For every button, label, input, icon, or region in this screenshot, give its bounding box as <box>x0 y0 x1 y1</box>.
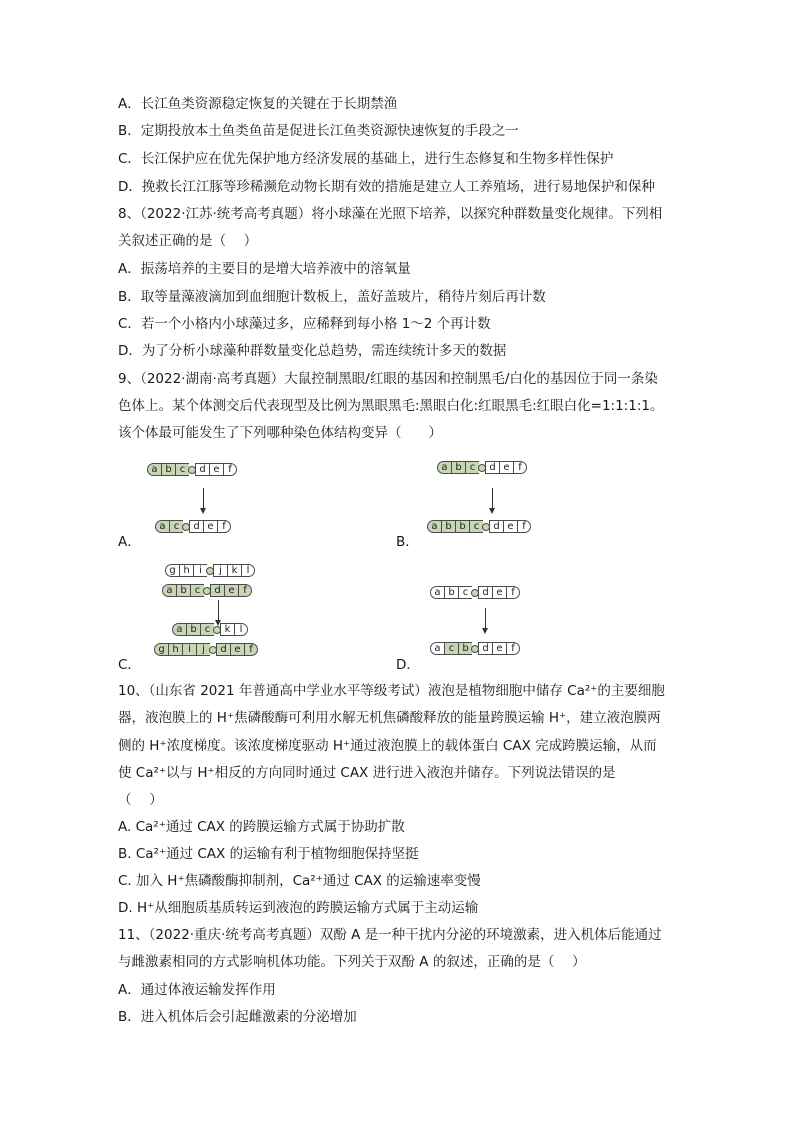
text-line: A. Ca²⁺通过 CAX 的跨膜运输方式属于协助扩散 <box>118 819 405 835</box>
gene-segment: b <box>444 586 458 599</box>
gene-segment: f <box>238 584 252 597</box>
gene-segment: e <box>503 520 517 533</box>
chromosome <box>437 461 527 474</box>
gene-segment: e <box>230 643 244 656</box>
arrow-d <box>485 608 486 630</box>
option-label-c: C． <box>118 657 141 673</box>
question-9-stem: 色体上。某个体测交后代表现型及比例为黑眼黑毛:黑眼白化:红眼黑毛:红眼白化=1:1:1:1。 <box>118 398 664 414</box>
arrow-b <box>492 488 493 510</box>
gene-segment: b <box>176 584 190 597</box>
gene-segment: l <box>234 623 248 636</box>
gene-segment: b <box>455 520 469 533</box>
gene-segment: b <box>161 463 175 476</box>
gene-segment: a <box>437 461 451 474</box>
chromosome <box>154 643 258 656</box>
gene-segment: f <box>223 463 237 476</box>
centromere <box>471 645 479 653</box>
question-10-stem: （ ） <box>118 792 163 808</box>
gene-segment: d <box>210 584 224 597</box>
question-11-stem: 与雌激素相同的方式影响机体功能。下列关于双酚 A 的叙述，正确的是（ ） <box>118 954 586 970</box>
chromosome <box>172 623 248 636</box>
text-line: B. Ca²⁺通过 CAX 的运输有利于植物细胞保持坚挺 <box>118 846 419 862</box>
text-line: D．挽救长江江豚等珍稀濒危动物长期有效的措施是建立人工养殖场，进行易地保护和保种 <box>118 179 655 195</box>
text-line: A．振荡培养的主要目的是增大培养液中的溶氧量 <box>118 261 411 277</box>
gene-segment: g <box>165 564 179 577</box>
text-line: A．通过体液运输发挥作用 <box>118 982 276 998</box>
gene-segment: e <box>499 461 513 474</box>
text-line: B．取等量藻液滴加到血细胞计数板上，盖好盖玻片，稍待片刻后再计数 <box>118 289 546 305</box>
gene-segment: b <box>441 520 455 533</box>
text-line: D．为了分析小球藻种群数量变化总趋势，需连续统计多天的数据 <box>118 343 507 359</box>
text-line: B．定期投放本土鱼类鱼苗是促进长江鱼类资源快速恢复的手段之一 <box>118 123 519 139</box>
gene-segment: l <box>241 564 255 577</box>
centromere <box>471 589 479 597</box>
gene-segment: h <box>179 564 193 577</box>
question-9-stem: 9、（2022·湖南·高考真题）大鼠控制黑眼/红眼的基因和控制黑毛/白化的基因位于同一条染 <box>118 371 658 387</box>
gene-segment: d <box>189 520 203 533</box>
gene-segment: f <box>217 520 231 533</box>
gene-segment: a <box>172 623 186 636</box>
question-8-stem: 关叙述正确的是（ ） <box>118 233 258 249</box>
question-9-stem: 该个体最可能发生了下列哪种染色体结构变异（ ） <box>118 425 442 441</box>
gene-segment: a <box>162 584 176 597</box>
centromere <box>188 466 196 474</box>
gene-segment: j <box>213 564 227 577</box>
text-line: C．长江保护应在优先保护地方经济发展的基础上，进行生态修复和生物多样性保护 <box>118 151 614 167</box>
question-10-stem: 器，液泡膜上的 H⁺焦磷酸酶可利用水解无机焦磷酸释放的能量跨膜运输 H⁺，建立液泡膜两 <box>118 710 661 726</box>
gene-segment: a <box>427 520 441 533</box>
chromosome <box>155 520 231 533</box>
option-label-d: D． <box>396 657 420 673</box>
gene-segment: f <box>244 643 258 656</box>
gene-segment: e <box>209 463 223 476</box>
chromosome <box>162 584 252 597</box>
gene-segment: a <box>430 586 444 599</box>
gene-segment: c <box>175 463 189 476</box>
gene-segment: d <box>478 642 492 655</box>
centromere <box>209 646 217 654</box>
text-line: D. H⁺从细胞质基质转运到液泡的跨膜运输方式属于主动运输 <box>118 900 479 916</box>
gene-segment: k <box>220 623 234 636</box>
text-line: C. 加入 H⁺焦磷酸酶抑制剂，Ca²⁺通过 CAX 的运输速率变慢 <box>118 873 481 889</box>
centromere <box>478 464 486 472</box>
gene-segment: b <box>458 642 472 655</box>
gene-segment: e <box>224 584 238 597</box>
gene-segment: j <box>196 643 210 656</box>
text-line: B．进入机体后会引起雌激素的分泌增加 <box>118 1009 357 1025</box>
arrow-a <box>203 488 204 510</box>
gene-segment: g <box>154 643 168 656</box>
gene-segment: c <box>469 520 483 533</box>
gene-segment: f <box>513 461 527 474</box>
question-10-stem: 10、（山东省 2021 年普通高中学业水平等级考试）液泡是植物细胞中储存 Ca²⁺的主要细胞 <box>118 683 665 699</box>
gene-segment: e <box>492 642 506 655</box>
gene-segment: b <box>186 623 200 636</box>
gene-segment: d <box>489 520 503 533</box>
gene-segment: a <box>155 520 169 533</box>
gene-segment: i <box>193 564 207 577</box>
gene-segment: e <box>203 520 217 533</box>
gene-segment: c <box>465 461 479 474</box>
gene-segment: a <box>430 642 444 655</box>
gene-segment: c <box>169 520 183 533</box>
gene-segment: c <box>190 584 204 597</box>
gene-segment: k <box>227 564 241 577</box>
option-label-a: A． <box>118 534 141 550</box>
gene-segment: h <box>168 643 182 656</box>
chromosome <box>147 463 237 476</box>
gene-segment: e <box>492 586 506 599</box>
question-8-stem: 8、（2022·江苏·统考高考真题）将小球藻在光照下培养，以探究种群数量变化规律。下列相 <box>118 206 663 222</box>
question-10-stem: 使 Ca²⁺以与 H⁺相反的方向同时通过 CAX 进行进入液泡并储存。下列说法错误的是 <box>118 765 616 781</box>
gene-segment: f <box>517 520 531 533</box>
question-10-stem: 侧的 H⁺浓度梯度。该浓度梯度驱动 H⁺通过液泡膜上的载体蛋白 CAX 完成跨膜运输，从而 <box>118 738 657 754</box>
question-11-stem: 11、（2022·重庆·统考高考真题）双酚 A 是一种干扰内分泌的环境激素，进入机体后能通过 <box>118 927 662 943</box>
chromosome <box>430 642 520 655</box>
centromere <box>482 523 490 531</box>
text-line: C．若一个小格内小球藻过多，应稀释到每小格 1～2 个再计数 <box>118 316 491 332</box>
chromosome <box>165 564 255 577</box>
arrow-c <box>218 600 219 622</box>
gene-segment: c <box>444 642 458 655</box>
gene-segment: c <box>200 623 214 636</box>
centromere <box>203 587 211 595</box>
chromosome <box>427 520 531 533</box>
gene-segment: d <box>485 461 499 474</box>
text-line: A．长江鱼类资源稳定恢复的关键在于长期禁渔 <box>118 96 398 112</box>
gene-segment: d <box>195 463 209 476</box>
gene-segment: d <box>216 643 230 656</box>
gene-segment: f <box>506 642 520 655</box>
gene-segment: f <box>506 586 520 599</box>
centromere <box>206 567 214 575</box>
centromere <box>213 626 221 634</box>
option-label-b: B． <box>396 534 419 550</box>
gene-segment: c <box>458 586 472 599</box>
gene-segment: i <box>182 643 196 656</box>
centromere <box>182 523 190 531</box>
chromosome <box>430 586 520 599</box>
gene-segment: a <box>147 463 161 476</box>
gene-segment: d <box>478 586 492 599</box>
gene-segment: b <box>451 461 465 474</box>
